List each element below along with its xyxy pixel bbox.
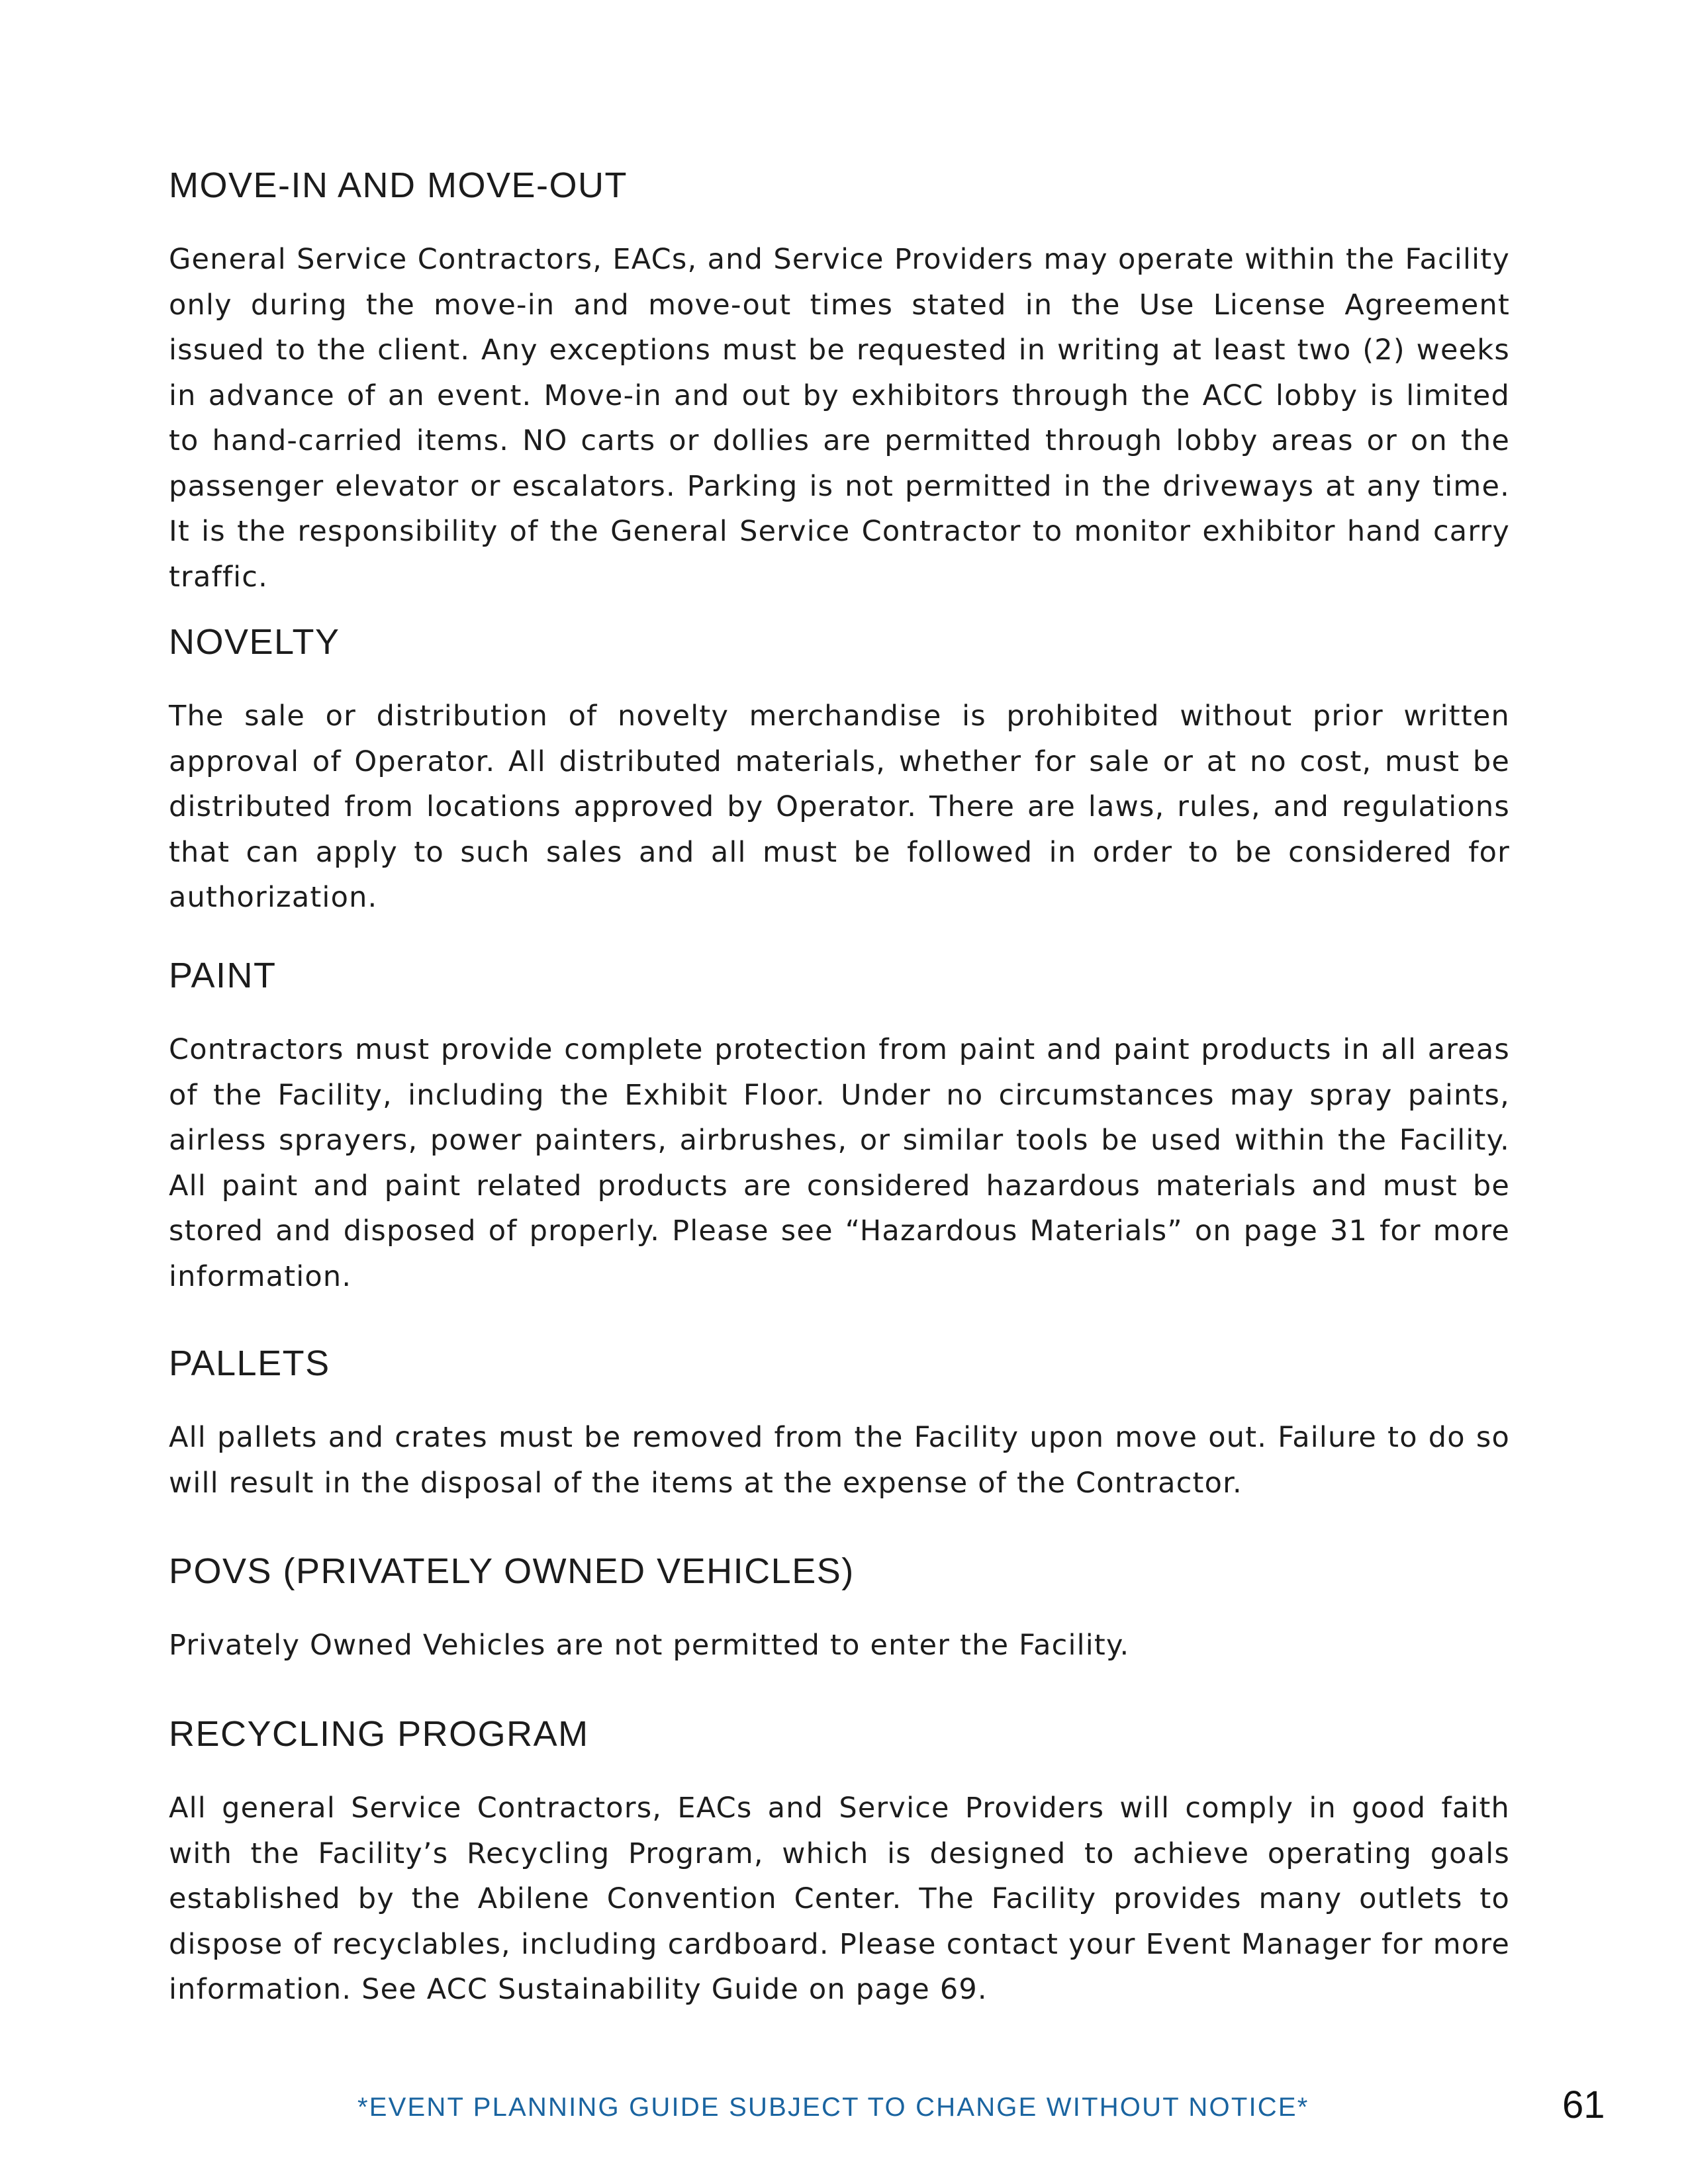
- section-recycling-program: [169, 1714, 1510, 2013]
- section-body: All pallets and crates must be removed from the Facility upon move out. Failure to do so will result in the disposal of the items at the expense of the Contractor.: [169, 1421, 1510, 1500]
- section-novelty: [169, 622, 1510, 921]
- section-heading: MOVE-IN AND MOVE-OUT: [169, 165, 628, 205]
- section-body: The sale or distribution of novelty merchandise is prohibited without prior written approval of Operator. All distributed materials, whether for sale or at no cost, must be distributed from locations approved by Operator. There are laws, rules, and regulations that can apply to such sales and all must be followed in order to be considered for authorization.: [169, 700, 1510, 914]
- footer-disclaimer: *EVENT PLANNING GUIDE SUBJECT TO CHANGE WITHOUT NOTICE*: [357, 2093, 1309, 2122]
- section-body: Privately Owned Vehicles are not permitted to enter the Facility.: [169, 1629, 1130, 1662]
- section-body: General Service Contractors, EACs, and Service Providers may operate within the Facility only during the move-in and move-out times stated in the Use License Agreement issued to the client. Any exceptions must be requested in writing at least two (2) weeks in advance of an event. Move-in and out by exhibitors through the ACC lobby is limited to hand-carried items. NO carts or dollies are permitted through lobby areas or on the passenger elevator or escalators. Parking is not permitted in the driveways at any time. It is the responsibility of the General Service Contractor to monitor exhibitor hand carry traffic.: [169, 243, 1510, 594]
- section-heading: PAINT: [169, 956, 277, 995]
- section-pallets: [169, 1343, 1510, 1506]
- section-heading: PALLETS: [169, 1343, 330, 1383]
- section-paint: [169, 956, 1510, 1299]
- page-number: 61: [1562, 2083, 1605, 2126]
- section-move-in-move-out: [169, 165, 1510, 600]
- section-body: Contractors must provide complete protection from paint and paint products in all areas of the Facility, including the Exhibit Floor. Under no circumstances may spray paints, airless sprayers, power painters, airbrushes, or similar tools be used within the Facility. All paint and paint related products are considered hazardous materials and must be stored and disposed of properly. Please see “Hazardous Materials” on page 31 for more information.: [169, 1033, 1510, 1293]
- section-heading: POVS (PRIVATELY OWNED VEHICLES): [169, 1551, 855, 1591]
- section-heading: NOVELTY: [169, 622, 340, 662]
- section-body: All general Service Contractors, EACs and Service Providers will comply in good faith with the Facility’s Recycling Program, which is designed to achieve operating goals established by the Abilene Convention Center. The Facility provides many outlets to dispose of recyclables, including cardboard. Please contact your Event Manager for more information. See ACC Sustainability Guide on page 69.: [169, 1792, 1510, 2006]
- section-povs: [169, 1551, 1510, 1668]
- section-heading: RECYCLING PROGRAM: [169, 1714, 589, 1754]
